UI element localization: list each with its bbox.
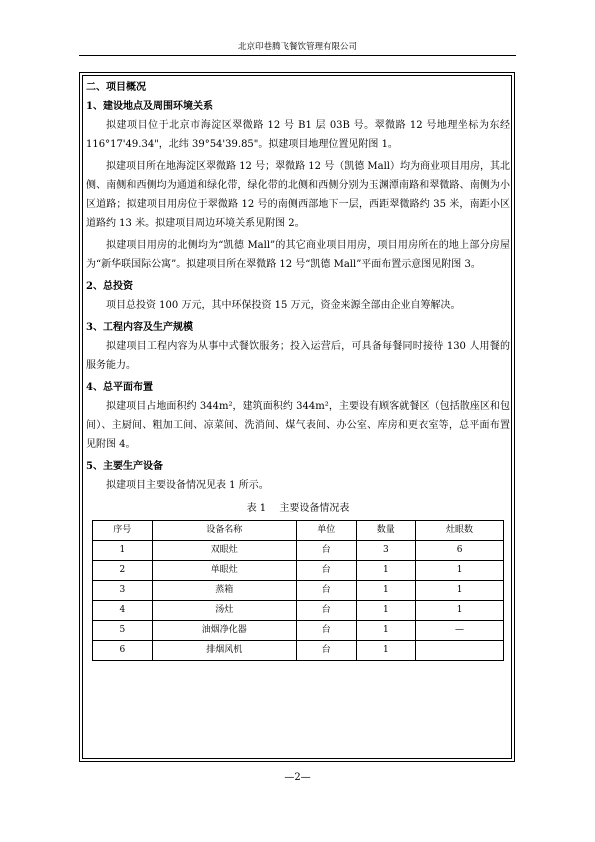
table-cell: 台 <box>296 641 356 661</box>
table-cell: 汤灶 <box>152 601 296 621</box>
table-row <box>93 561 504 581</box>
section-1-paragraph-1: 拟建项目位于北京市海淀区翠微路 12 号 B1 层 03B 号。翠微路 12 号地理坐标为东经 116°17'49.34"，北纬 39°54'39.85"。拟建项目地理位置见附图 1。 <box>86 120 510 150</box>
table-cell: 1 <box>356 641 416 661</box>
table-cell: 蒸箱 <box>152 581 296 601</box>
table-cell: 1 <box>356 561 416 581</box>
table-cell: 3 <box>356 541 416 561</box>
page-header: 北京印巷腾飞餐饮管理有限公司 <box>237 42 357 52</box>
table-cell: 6 <box>93 641 153 661</box>
section-5-paragraph: 拟建项目主要设备情况见表 1 所示。 <box>106 480 269 491</box>
section-3-paragraph: 拟建项目工程内容为从事中式餐饮服务；投入运营后，可具备每餐同时接待 130 人用餐的服务能力。 <box>86 341 510 371</box>
header-cell: 序号 <box>93 521 153 541</box>
table-cell: 单眼灶 <box>152 561 296 581</box>
section-1-paragraph-2: 拟建项目所在地海淀区翠微路 12 号；翠微路 12 号（凯德 Mall）均为商业项目用房，其北侧、南侧和西侧均为通道和绿化带，绿化带的北侧和西侧分别为玉渊潭南路和翠微路、南侧为小区道路；拟建项目用房位于翠微路 12 号的南侧西部地下一层，西距翠微路约 35 米，南距小区道路约 13 米。拟建项目周边环境关系见附图 2。 <box>86 161 510 229</box>
overview-title: 二、项目概况 <box>86 82 146 93</box>
table-cell: 双眼灶 <box>152 541 296 561</box>
table-cell: 1 <box>416 561 504 581</box>
table-row <box>93 601 504 621</box>
content <box>86 78 510 661</box>
table-row <box>93 621 504 641</box>
table-cell: — <box>416 621 504 641</box>
table-cell: 5 <box>93 621 153 641</box>
table-title: 表 1 主要设备情况表 <box>246 503 350 514</box>
section-2-title: 2、总投资 <box>86 281 133 292</box>
table-cell: 台 <box>296 541 356 561</box>
table-row <box>93 581 504 601</box>
section-2-paragraph: 项目总投资 100 万元，其中环保投资 15 万元，资金来源全部由企业自筹解决。 <box>106 300 461 311</box>
table-cell: 1 <box>416 581 504 601</box>
table-cell: 1 <box>416 601 504 621</box>
section-5-title: 5、主要生产设备 <box>86 461 163 472</box>
header-cell: 设备名称 <box>152 521 296 541</box>
header-cell: 数量 <box>356 521 416 541</box>
table-cell: 1 <box>93 541 153 561</box>
table-cell: 6 <box>416 541 504 561</box>
section-1-paragraph-3: 拟建项目用房的北侧均为“凯德 Mall”的其它商业项目用房，项目用房所在的地上部分房屋为“新华联国际公寓”。拟建项目所在翠微路 12 号“凯德 Mall”平面布置示意图见附图 3。 <box>86 240 510 270</box>
table-cell <box>416 641 504 661</box>
page-number: —2— <box>284 772 311 783</box>
table-cell: 4 <box>93 601 153 621</box>
table-cell: 1 <box>356 581 416 601</box>
header-rule <box>79 55 516 56</box>
equipment-table <box>92 520 504 661</box>
table-row <box>93 541 504 561</box>
table-cell: 1 <box>356 601 416 621</box>
table-cell: 台 <box>296 601 356 621</box>
section-1-title: 1、建设地点及周围环境关系 <box>86 101 213 112</box>
table-cell: 2 <box>93 561 153 581</box>
table-cell: 台 <box>296 621 356 641</box>
table-cell: 油烟净化器 <box>152 621 296 641</box>
table-cell: 1 <box>356 621 416 641</box>
header-cell: 灶眼数 <box>416 521 504 541</box>
header-cell: 单位 <box>296 521 356 541</box>
section-4-paragraph: 拟建项目占地面积约 344m²，建筑面积约 344m²，主要设有顾客就餐区（包括散座区和包间）、主厨间、粗加工间、凉菜间、洗消间、煤气表间、办公室、库房和更衣室等，总平面布置见附图 4。 <box>86 401 510 450</box>
table-cell: 台 <box>296 561 356 581</box>
table-cell: 台 <box>296 581 356 601</box>
table-header-row <box>93 521 504 541</box>
table-cell: 3 <box>93 581 153 601</box>
table-row <box>93 641 504 661</box>
section-3-title: 3、工程内容及生产规模 <box>86 322 193 333</box>
table-cell: 排烟风机 <box>152 641 296 661</box>
section-4-title: 4、总平面布置 <box>86 382 153 393</box>
